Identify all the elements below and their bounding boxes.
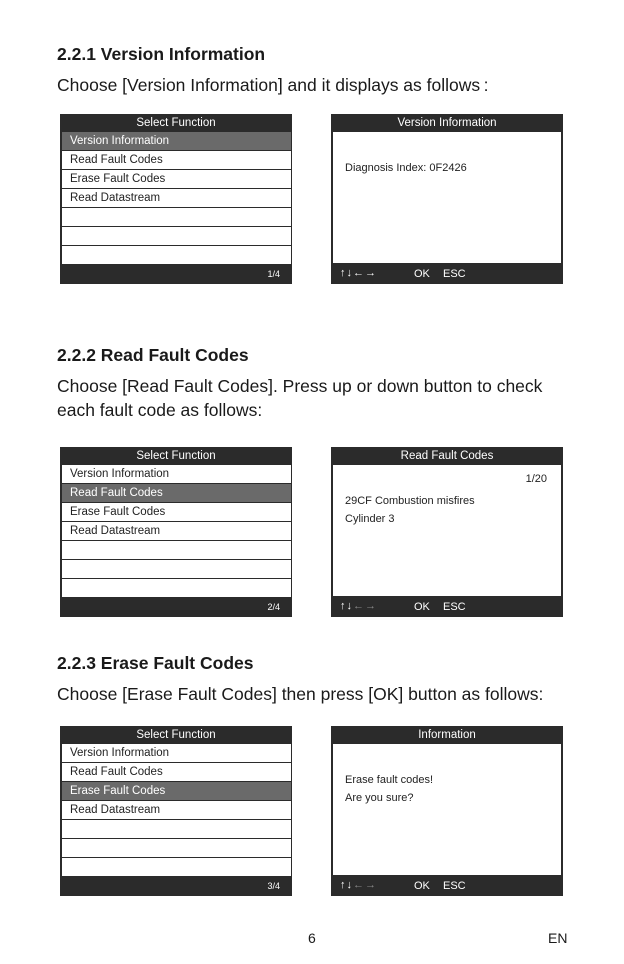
status-bar <box>331 264 563 284</box>
menu-item[interactable]: Read Datastream <box>62 801 291 819</box>
menu-item[interactable]: Erase Fault Codes <box>62 170 291 188</box>
menu-item-empty <box>62 208 291 226</box>
left-arrow-icon: ← <box>353 879 365 891</box>
menu-item[interactable]: Erase Fault Codes <box>62 503 291 521</box>
left-arrow-icon: ← <box>353 600 365 612</box>
status-bar <box>60 597 292 617</box>
section-heading: 2.2.2 Read Fault Codes <box>57 345 249 365</box>
status-bar <box>331 876 563 896</box>
menu-item-empty <box>62 820 291 838</box>
menu-list <box>62 744 291 876</box>
right-arrow-icon: → <box>365 600 377 612</box>
menu-item-empty <box>62 858 291 876</box>
menu-item-empty <box>62 579 291 597</box>
nav-arrows <box>340 267 377 279</box>
language-label: EN <box>548 930 568 946</box>
menu-item[interactable]: Read Fault Codes <box>62 763 291 781</box>
screen-title: Select Function <box>136 450 216 462</box>
screen-title: Select Function <box>136 117 216 129</box>
down-arrow-icon[interactable]: ↓ <box>346 879 353 891</box>
screen-content <box>333 744 561 875</box>
ok-button[interactable]: OK <box>414 268 430 280</box>
status-bar <box>60 264 292 284</box>
screen-title: Version Information <box>397 117 497 129</box>
nav-arrows <box>340 879 377 891</box>
left-arrow-icon[interactable]: ← <box>353 267 365 279</box>
menu-item[interactable]: Version Information <box>62 744 291 762</box>
content-line: Diagnosis Index: 0F2426 <box>345 162 467 174</box>
section-text: Choose [Read Fault Codes]. Press up or down button to check each fault code as follows: <box>57 376 543 420</box>
menu-item-empty <box>62 227 291 245</box>
section-text: Choose [Erase Fault Codes] then press [OK] button as follows: <box>57 684 544 704</box>
menu-item-empty <box>62 839 291 857</box>
fault-counter: 1/20 <box>525 473 547 485</box>
page-indicator: 3/4 <box>267 881 280 891</box>
esc-button[interactable]: ESC <box>443 601 466 613</box>
menu-item[interactable]: Read Fault Codes <box>62 484 291 502</box>
page-number: 6 <box>308 930 316 946</box>
content-line: Are you sure? <box>345 792 414 804</box>
screen-title: Information <box>418 729 476 741</box>
menu-item[interactable]: Read Datastream <box>62 189 291 207</box>
up-arrow-icon[interactable]: ↑ <box>340 879 347 891</box>
nav-arrows <box>340 600 377 612</box>
right-arrow-icon: → <box>365 879 377 891</box>
up-arrow-icon[interactable]: ↑ <box>340 267 347 279</box>
ok-button[interactable]: OK <box>414 601 430 613</box>
page-indicator: 2/4 <box>267 602 280 612</box>
menu-item[interactable]: Read Datastream <box>62 522 291 540</box>
screen-content <box>333 465 561 596</box>
esc-button[interactable]: ESC <box>443 880 466 892</box>
screen-content <box>333 132 561 263</box>
up-arrow-icon[interactable]: ↑ <box>340 600 347 612</box>
ok-button[interactable]: OK <box>414 880 430 892</box>
menu-list <box>62 465 291 597</box>
menu-item-empty <box>62 246 291 264</box>
content-line: Cylinder 3 <box>345 513 395 525</box>
section-text: Choose [Version Information] and it displays as follows : <box>57 75 489 95</box>
page-indicator: 1/4 <box>267 269 280 279</box>
right-arrow-icon[interactable]: → <box>365 267 377 279</box>
esc-button[interactable]: ESC <box>443 268 466 280</box>
menu-item[interactable]: Erase Fault Codes <box>62 782 291 800</box>
status-bar <box>60 876 292 896</box>
menu-screen <box>60 726 292 896</box>
menu-item[interactable]: Read Fault Codes <box>62 151 291 169</box>
section-heading: 2.2.3 Erase Fault Codes <box>57 653 254 673</box>
content-line: 29CF Combustion misfires <box>345 495 475 507</box>
result-screen <box>331 114 563 284</box>
menu-item-empty <box>62 560 291 578</box>
screen-title: Select Function <box>136 729 216 741</box>
menu-item[interactable]: Version Information <box>62 132 291 150</box>
menu-screen <box>60 114 292 284</box>
down-arrow-icon[interactable]: ↓ <box>346 267 353 279</box>
menu-item-empty <box>62 541 291 559</box>
screen-title: Read Fault Codes <box>400 450 494 462</box>
down-arrow-icon[interactable]: ↓ <box>346 600 353 612</box>
status-bar <box>331 597 563 617</box>
content-line: Erase fault codes! <box>345 774 434 786</box>
result-screen <box>331 726 563 896</box>
menu-screen <box>60 447 292 617</box>
menu-item[interactable]: Version Information <box>62 465 291 483</box>
section-heading: 2.2.1 Version Information <box>57 44 266 64</box>
result-screen <box>331 447 563 617</box>
menu-list <box>62 132 291 264</box>
